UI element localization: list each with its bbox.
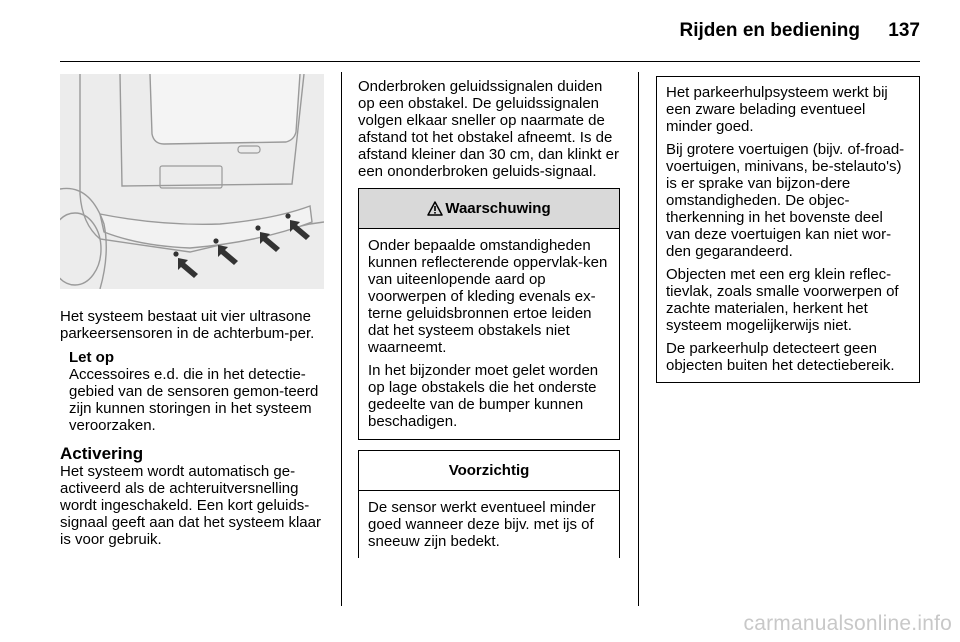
warning-triangle-icon	[427, 201, 443, 216]
watermark: carmanualsonline.info	[743, 612, 952, 635]
col3-paragraph-2: Bij grotere voertuigen (bijv. of-froad-voertuigen, minivans, be-stelauto's) is er sprake van bijzon-dere omstandigheden. De objec-therkenning in het bovenste deel van deze voertuigen kan niet wor-den gegarandeerd.	[666, 141, 905, 260]
intro-paragraph: Het systeem bestaat uit vier ultrasone parkeersensoren in de achterbum-per.	[60, 308, 315, 342]
rear-parking-sensors-illustration	[60, 74, 324, 289]
caution-box	[358, 450, 620, 558]
continued-caution-box	[656, 76, 920, 383]
caution-title: Voorzichtig	[448, 462, 530, 479]
column-divider-2	[638, 72, 639, 606]
activation-paragraph: Het systeem wordt automatisch ge-activeerd als de achteruitversnelling wordt ingeschakeld. Een kort geluids-signaal geeft aan dat het systeem klaar is voor gebruik.	[60, 463, 321, 548]
column-1	[60, 74, 324, 548]
warning-body	[359, 229, 619, 439]
activation-heading: Activering	[60, 444, 144, 463]
note-text: Accessoires e.d. die in het detectie-gebied van de sensoren gemon-teerd zijn kunnen storingen in het systeem veroorzaken.	[69, 366, 319, 434]
caution-body	[359, 491, 619, 559]
continued-caution-body	[657, 77, 919, 382]
caution-paragraph: De sensor werkt eventueel minder goed wanneer deze bijv. met ijs of sneeuw zijn bedekt.	[368, 499, 596, 550]
warning-title: Waarschuwing	[445, 200, 551, 217]
note-title: Let op	[69, 349, 114, 366]
van-rear-drawing	[60, 74, 324, 289]
warning-paragraph-2: In het bijzonder moet gelet worden op lage obstakels die het onderste gedeelte van de bumper kunnen beschadigen.	[368, 362, 599, 430]
note-block	[60, 349, 324, 434]
column-divider-1	[341, 72, 342, 606]
signal-paragraph: Onderbroken geluidssignalen duiden op een obstakel. De geluidssignalen volgen elkaar sneller op naarmate de afstand tot het obstakel afneemt. Is de afstand kleiner dan 30 cm, dan klinkt er een ononderbroken geluids-signaal.	[358, 78, 619, 180]
col3-paragraph-4: De parkeerhulp detecteert geen objecten buiten het detectiebereik.	[666, 340, 895, 374]
col3-paragraph-3: Objecten met een erg klein reflec-tievlak, zoals smalle voorwerpen of zachte materialen, herkent het systeem mogelijkerwijs niet.	[666, 266, 899, 334]
warning-paragraph-1: Onder bepaalde omstandigheden kunnen reflecterende oppervlak-ken van uiteenlopende aard op voorwerpen of kleding evenals ex-terne geluidsbronnen ertoe leiden dat het systeem obstakels niet waarneemt.	[368, 237, 608, 356]
header-rule	[60, 61, 920, 62]
column-2	[358, 78, 620, 558]
column-3	[656, 76, 920, 383]
col3-paragraph-1: Het parkeerhulpsysteem werkt bij een zware belading eventueel minder goed.	[666, 84, 888, 135]
section-title: Rijden en bediening	[679, 20, 860, 41]
caution-header	[359, 451, 619, 491]
warning-header	[359, 189, 619, 229]
warning-box	[358, 188, 620, 440]
page-number: 137	[888, 20, 920, 41]
page-header	[0, 0, 960, 62]
